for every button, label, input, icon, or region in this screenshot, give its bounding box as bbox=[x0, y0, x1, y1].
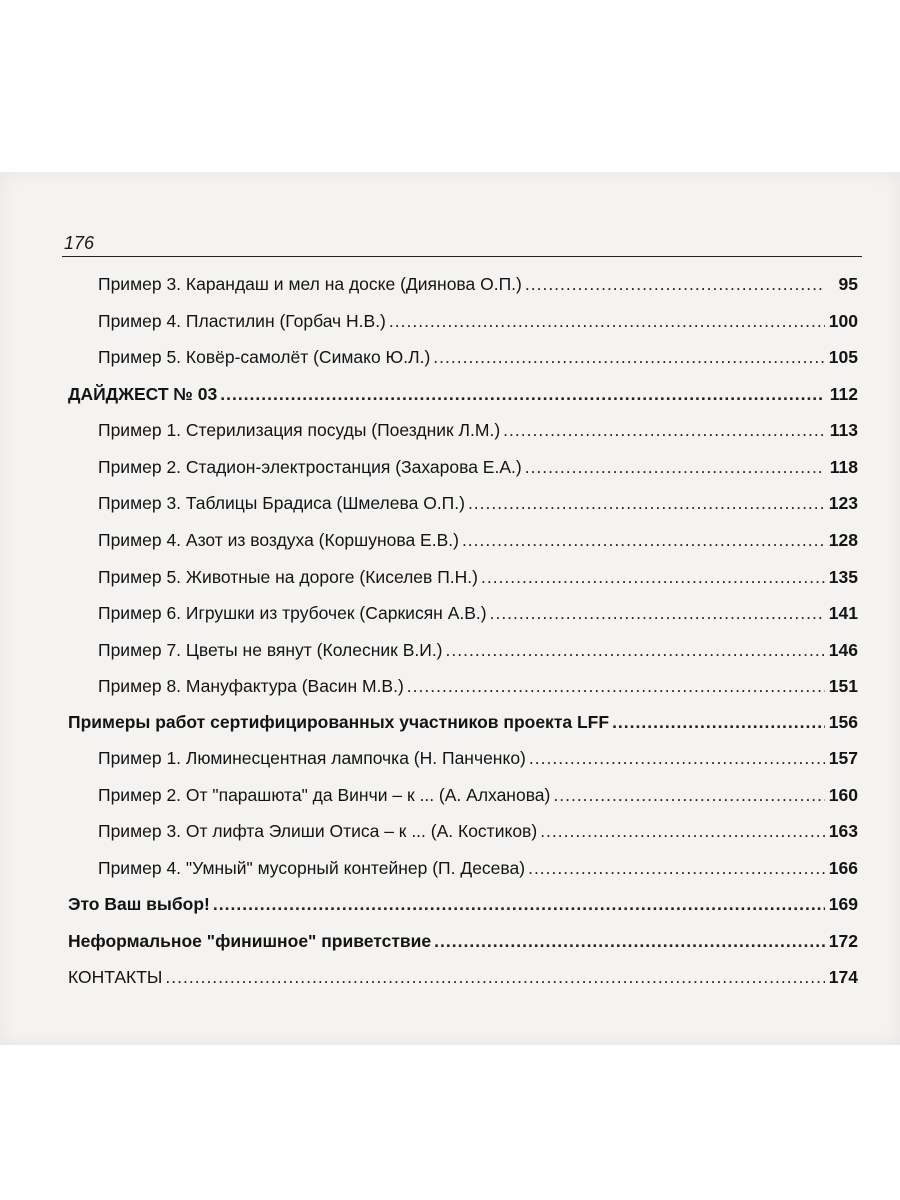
toc-entry-title: Пример 5. Животные на дороге (Киселев П.Н.) bbox=[98, 566, 478, 587]
page-number: 176 bbox=[64, 233, 95, 253]
toc-entry-page: 105 bbox=[828, 346, 858, 367]
toc-leader-dots bbox=[468, 493, 825, 514]
toc-leader-dots bbox=[389, 311, 825, 332]
toc-section-title: Это Ваш выбор! bbox=[68, 893, 210, 914]
toc-section bbox=[68, 960, 858, 994]
toc-leader-dots bbox=[525, 457, 825, 478]
toc-entry bbox=[98, 523, 858, 557]
toc-entry bbox=[98, 340, 858, 374]
toc-entry bbox=[98, 450, 858, 484]
toc-entry-page: 163 bbox=[828, 820, 858, 841]
toc-entry bbox=[98, 741, 858, 775]
toc-entry-page: 123 bbox=[828, 492, 858, 513]
toc-section-page: 112 bbox=[829, 383, 858, 404]
toc-entry bbox=[98, 304, 858, 338]
toc-entry-title: Пример 3. Таблицы Брадиса (Шмелева О.П.) bbox=[98, 492, 465, 513]
toc-section-page: 172 bbox=[828, 930, 858, 951]
toc-entry bbox=[98, 669, 858, 703]
toc-entry-page: 95 bbox=[838, 273, 858, 294]
toc-entry-title: Пример 4. "Умный" мусорный контейнер (П. Десева) bbox=[98, 857, 526, 878]
toc-entry-page: 118 bbox=[829, 456, 858, 477]
toc-section bbox=[68, 924, 858, 958]
toc-section bbox=[68, 887, 858, 921]
toc-entry-title: Пример 1. Стерилизация посуды (Поездник Л.М.) bbox=[98, 419, 501, 440]
toc-entry-title: Пример 8. Мануфактура (Васин М.В.) bbox=[98, 675, 404, 696]
toc-entry bbox=[98, 267, 858, 301]
toc-entry-title: Пример 2. Стадион-электростанция (Захарова Е.А.) bbox=[98, 456, 522, 477]
toc-entry-page: 151 bbox=[828, 675, 858, 696]
toc-leader-dots bbox=[540, 821, 825, 842]
toc-entry bbox=[98, 633, 858, 667]
toc-section-page: 156 bbox=[828, 711, 858, 732]
toc-leader-dots bbox=[446, 640, 825, 661]
toc-entry bbox=[98, 778, 858, 812]
toc-section bbox=[68, 377, 858, 411]
toc-entry bbox=[98, 814, 858, 848]
toc-entry bbox=[98, 851, 858, 885]
toc-entry-page: 160 bbox=[828, 784, 858, 805]
toc-entry-page: 166 bbox=[828, 857, 858, 878]
toc-leader-dots bbox=[433, 347, 825, 368]
toc-leader-dots bbox=[213, 894, 825, 915]
toc-section bbox=[68, 705, 858, 739]
toc-entry-title: Пример 3. От лифта Элиши Отиса – к ... (А. Костиков) bbox=[98, 820, 538, 841]
toc-leader-dots bbox=[612, 712, 825, 733]
toc-section-title: Примеры работ сертифицированных участников проекта LFF bbox=[68, 711, 610, 732]
toc-entry-page: 141 bbox=[828, 602, 858, 623]
toc-entry-page: 100 bbox=[828, 310, 858, 331]
toc-entry-page: 157 bbox=[828, 747, 858, 768]
toc-entry-title: Пример 4. Азот из воздуха (Коршунова Е.В.) bbox=[98, 529, 459, 550]
toc-leader-dots bbox=[528, 858, 825, 879]
toc-leader-dots bbox=[407, 676, 825, 697]
toc-entry-page: 128 bbox=[828, 529, 858, 550]
toc-entry bbox=[98, 486, 858, 520]
toc-entry-title: Пример 3. Карандаш и мел на доске (Диянова О.П.) bbox=[98, 273, 522, 294]
toc-leader-dots bbox=[503, 420, 825, 441]
toc-entry-page: 113 bbox=[829, 419, 858, 440]
toc-entry-title: Пример 2. От "парашюта" да Винчи – к ... (А. Алханова) bbox=[98, 784, 551, 805]
toc-section-page: 169 bbox=[828, 893, 858, 914]
toc-leader-dots bbox=[165, 967, 825, 988]
toc-entry-page: 146 bbox=[828, 639, 858, 660]
toc-entry-title: Пример 4. Пластилин (Горбач Н.В.) bbox=[98, 310, 386, 331]
toc-section-title: Неформальное "финишное" приветствие bbox=[68, 930, 432, 951]
toc-entry-title: Пример 1. Люминесцентная лампочка (Н. Панченко) bbox=[98, 747, 526, 768]
toc-entry-page: 135 bbox=[828, 566, 858, 587]
toc-entry bbox=[98, 413, 858, 447]
toc-section-page: 174 bbox=[828, 966, 858, 987]
toc-section-title: КОНТАКТЫ bbox=[68, 966, 163, 987]
toc-leader-dots bbox=[462, 530, 825, 551]
toc-leader-dots bbox=[434, 931, 825, 952]
toc-entry-title: Пример 6. Игрушки из трубочек (Саркисян А.В.) bbox=[98, 602, 487, 623]
toc-leader-dots bbox=[529, 748, 825, 769]
toc-entry-title: Пример 5. Ковёр-самолёт (Симако Ю.Л.) bbox=[98, 346, 431, 367]
toc-leader-dots bbox=[553, 785, 825, 806]
header-rule bbox=[62, 256, 862, 257]
toc-entry-title: Пример 7. Цветы не вянут (Колесник В.И.) bbox=[98, 639, 443, 660]
toc-leader-dots bbox=[490, 603, 825, 624]
toc-section-title: ДАЙДЖЕСТ № 03 bbox=[68, 383, 218, 404]
toc-leader-dots bbox=[525, 274, 825, 295]
toc-entry bbox=[98, 560, 858, 594]
toc-leader-dots bbox=[220, 384, 825, 405]
toc-entry bbox=[98, 596, 858, 630]
toc-leader-dots bbox=[481, 567, 825, 588]
